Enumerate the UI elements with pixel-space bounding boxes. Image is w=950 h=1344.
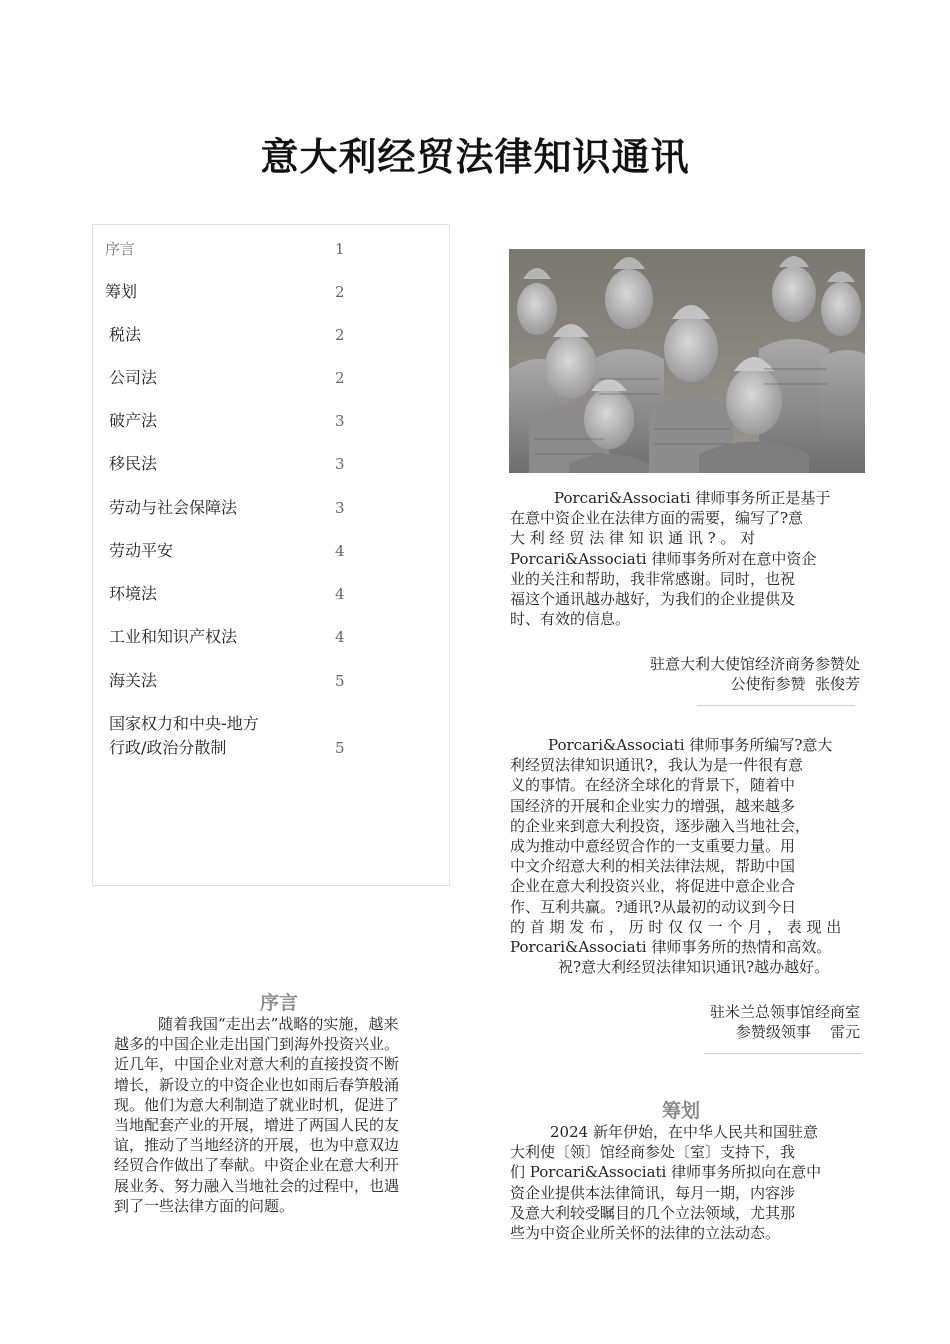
toc-item-page: 3 xyxy=(335,499,345,517)
toc-item-page: 2 xyxy=(335,283,345,301)
text-line: 福这个通讯越办越好，为我们的企业提供及 xyxy=(510,590,796,609)
text-line: Porcari&Associati 律师事务所对在意中资企 xyxy=(510,549,817,568)
toc-item-label: 国家权力和中央-地方 xyxy=(109,714,259,733)
toc-item-label: 劳动平安 xyxy=(109,541,174,560)
toc-item-page: 2 xyxy=(335,326,345,344)
page-title: 意大利经贸法律知识通讯 xyxy=(260,135,690,179)
embassy-signature xyxy=(560,654,860,694)
text-line: 祝?意大利经贸法律知识通讯?越办越好。 xyxy=(558,958,830,977)
text-line: Porcari&Associati 律师事务所正是基于 xyxy=(554,489,831,507)
text-line: 大利使〔领〕馆经商参处〔室〕支持下，我 xyxy=(510,1143,796,1162)
consulate-signature xyxy=(560,1002,860,1042)
text-line: 成为推动中意经贸合作的一支重要力量。用 xyxy=(510,837,796,856)
toc-item-page: 5 xyxy=(335,739,345,757)
toc-item-label: 筹划 xyxy=(105,282,138,301)
toc-item-label: 工业和知识产权法 xyxy=(109,627,238,646)
toc-item-label: 序言 xyxy=(105,240,136,258)
text-line: 现。他们为意大利制造了就业时机，促进了 xyxy=(114,1095,400,1114)
toc-item-label: 移民法 xyxy=(109,454,158,473)
text-line: 到了一些法律方面的问题。 xyxy=(114,1196,295,1215)
text-line: 展业务、努力融入当地社会的过程中，也遇 xyxy=(114,1176,400,1195)
text-line: 作、互利共赢。?通讯?从最初的动议到今日 xyxy=(510,897,797,916)
text-line: 随着我国“走出去”战略的实施，越来 xyxy=(158,1015,399,1033)
toc-item-label: 公司法 xyxy=(109,368,158,387)
divider xyxy=(704,1053,862,1054)
text-line: 国经济的开展和企业实力的增强，越来越多 xyxy=(510,796,796,815)
text-line: 经贸合作做出了奉献。中资企业在意大利开 xyxy=(114,1156,400,1175)
toc-item-page: 1 xyxy=(335,240,345,258)
embassy-message xyxy=(510,488,860,629)
text-line: 大 利 经 贸 法 律 知 识 通 讯 ? 。 对 xyxy=(510,529,756,548)
toc-item-label: 环境法 xyxy=(109,584,158,603)
preface-text xyxy=(114,1014,464,1216)
toc-item-page: 4 xyxy=(335,628,345,646)
text-line: 企业在意大利投资兴业，将促进中意企业合 xyxy=(510,877,796,896)
signature-person: 参赞级领事 雷元 xyxy=(735,1023,860,1041)
toc-item-label: 海关法 xyxy=(109,671,158,690)
preface-heading: 序言 xyxy=(260,992,299,1014)
divider xyxy=(697,705,855,706)
text-line: 资企业提供本法律简讯，每月一期，内容涉 xyxy=(510,1183,796,1202)
terracotta-warriors-photo xyxy=(509,249,865,473)
planning-heading: 筹划 xyxy=(662,1100,701,1122)
toc-item-page: 3 xyxy=(335,412,345,430)
text-line: 的 首 期 发 布 ， 历 时 仅 仅 一 个 月 ， 表 现 出 xyxy=(510,917,842,936)
text-line: 在意中资企业在法律方面的需要，编写了?意 xyxy=(510,509,804,528)
text-line: 时、有效的信息。 xyxy=(510,610,631,629)
text-line: 增长，新设立的中资企业也如雨后春笋般涌 xyxy=(114,1075,400,1094)
text-line: Porcari&Associati 律师事务所的热情和高效。 xyxy=(510,938,832,957)
toc-item-label: 破产法 xyxy=(109,411,158,430)
text-line: 及意大利较受瞩目的几个立法领域，尤其那 xyxy=(510,1203,796,1222)
text-line: 谊，推动了当地经济的开展，也为中意双边 xyxy=(114,1136,400,1155)
signature-org: 驻意大利大使馆经济商务参赞处 xyxy=(649,655,860,673)
toc-item-page: 5 xyxy=(335,672,345,690)
text-line: 近几年，中国企业对意大利的直接投资不断 xyxy=(114,1055,400,1074)
toc-item-page: 4 xyxy=(335,542,345,560)
table-of-contents xyxy=(92,224,450,886)
text-line: 2024 新年伊始，在中华人民共和国驻意 xyxy=(550,1123,818,1141)
consulate-message xyxy=(510,735,862,977)
text-line: 些为中资企业所关怀的法律的立法动态。 xyxy=(510,1224,781,1243)
text-line: 们 Porcari&Associati 律师事务所拟向在意中 xyxy=(510,1163,822,1182)
text-line: 利经贸法律知识通讯?，我认为是一件很有意 xyxy=(510,756,804,775)
toc-item-page: 3 xyxy=(335,455,345,473)
signature-person: 公使衔参赞 张俊芳 xyxy=(730,675,860,693)
text-line: 当地配套产业的开展，增进了两国人民的友 xyxy=(114,1116,400,1135)
toc-item-label: 税法 xyxy=(109,325,142,344)
toc-item-page: 4 xyxy=(335,585,345,603)
toc-item-label: 行政/政治分散制 xyxy=(109,738,227,757)
text-line: 的企业来到意大利投资，逐步融入当地社会， xyxy=(510,816,811,835)
text-line: 中文介绍意大利的相关法律法规，帮助中国 xyxy=(510,857,796,876)
text-line: Porcari&Associati 律师事务所编写?意大 xyxy=(548,736,833,754)
toc-item-label: 劳动与社会保障法 xyxy=(109,498,238,517)
planning-text xyxy=(510,1122,860,1243)
toc-item-page: 2 xyxy=(335,369,345,387)
text-line: 业的关注和帮助，我非常感谢。同时，也祝 xyxy=(510,569,796,588)
signature-org: 驻米兰总领事馆经商室 xyxy=(709,1003,860,1021)
text-line: 义的事情。在经济全球化的背景下，随着中 xyxy=(510,776,796,795)
text-line: 越多的中国企业走出国门到海外投资兴业。 xyxy=(114,1035,400,1054)
